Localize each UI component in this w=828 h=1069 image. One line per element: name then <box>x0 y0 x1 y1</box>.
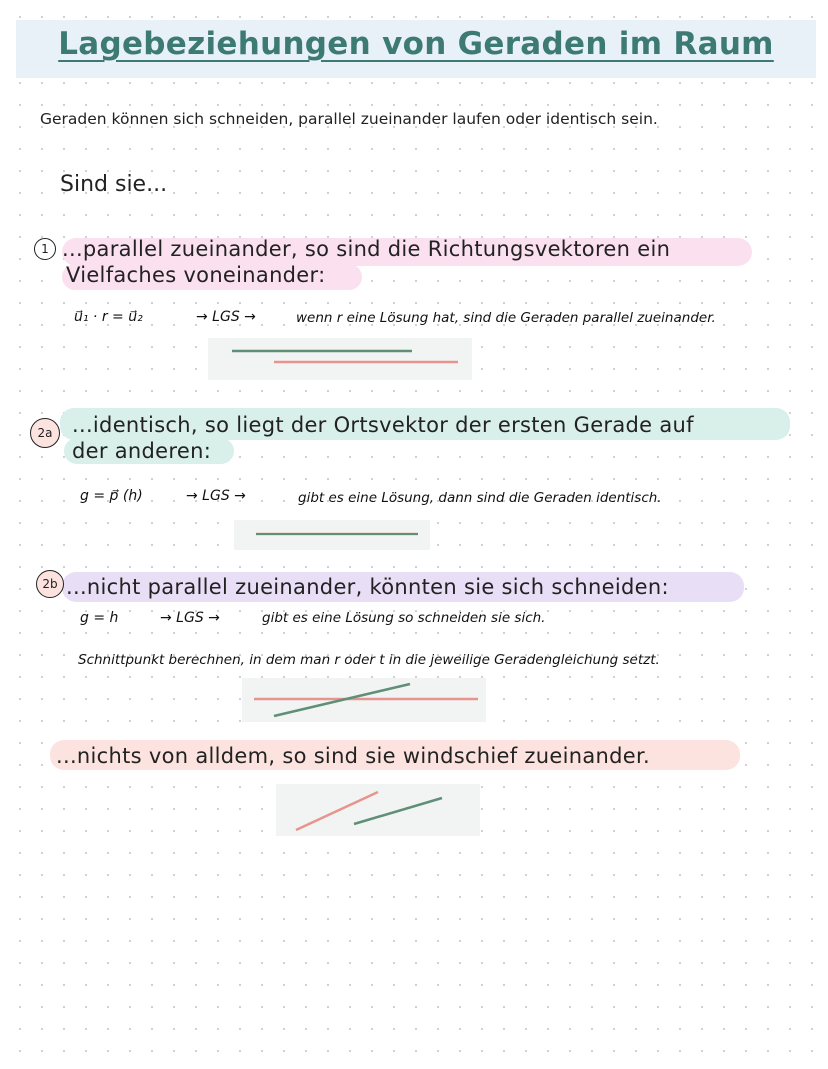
section-1-heading-line2: Vielfaches voneinander: <box>66 263 326 287</box>
section-2a-number: 2a <box>30 418 60 448</box>
parallel-sketch <box>208 338 472 380</box>
section-2b-number: 2b <box>36 570 64 598</box>
intersect-lines-svg <box>242 678 486 722</box>
section-2a-heading-line1: ...identisch, so liegt der Ortsvektor der ersten Gerade auf <box>72 413 694 437</box>
intersect-sketch <box>242 678 486 722</box>
identical-sketch <box>234 520 430 550</box>
section-1-number: 1 <box>34 238 56 260</box>
skew-line-red <box>296 792 378 830</box>
section-2b-heading: ...nicht parallel zueinander, könnten sie sich schneiden: <box>66 575 669 599</box>
section-2b-note: gibt es eine Lösung so schneiden sie sich. <box>262 610 546 626</box>
parallel-lines-svg <box>208 338 472 380</box>
page-title: Lagebeziehungen von Geraden im Raum <box>58 26 774 62</box>
skew-lines-svg <box>276 784 480 836</box>
section-2b-arrow: → LGS → <box>160 610 220 626</box>
section-2a-heading-line2: der anderen: <box>72 439 212 463</box>
section-2a-note: gibt es eine Lösung, dann sind die Geraden identisch. <box>298 490 662 506</box>
section-2b-formula: g = h <box>80 610 119 626</box>
section-1-arrow: → LGS → <box>196 309 256 325</box>
identical-lines-svg <box>234 520 430 550</box>
skew-sketch <box>276 784 480 836</box>
intro-text: Geraden können sich schneiden, parallel zueinander laufen oder identisch sein. <box>40 110 658 128</box>
section-3-heading: ...nichts von alldem, so sind sie windschief zueinander. <box>56 744 650 768</box>
section-2a-formula: g = p⃗ (h) <box>80 488 143 504</box>
section-2b-note2: Schnittpunkt berechnen, in dem man r oder t in die jeweilige Geradengleichung setzt. <box>78 652 660 668</box>
lead-text: Sind sie... <box>60 172 168 197</box>
skew-line-green <box>354 798 442 824</box>
section-1-note: wenn r eine Lösung hat, sind die Geraden parallel zueinander. <box>296 310 716 326</box>
section-1-formula: u⃗₁ · r = u⃗₂ <box>74 309 143 325</box>
section-1-heading-line1: ...parallel zueinander, so sind die Richtungsvektoren ein <box>62 237 671 261</box>
section-2a-arrow: → LGS → <box>186 488 246 504</box>
